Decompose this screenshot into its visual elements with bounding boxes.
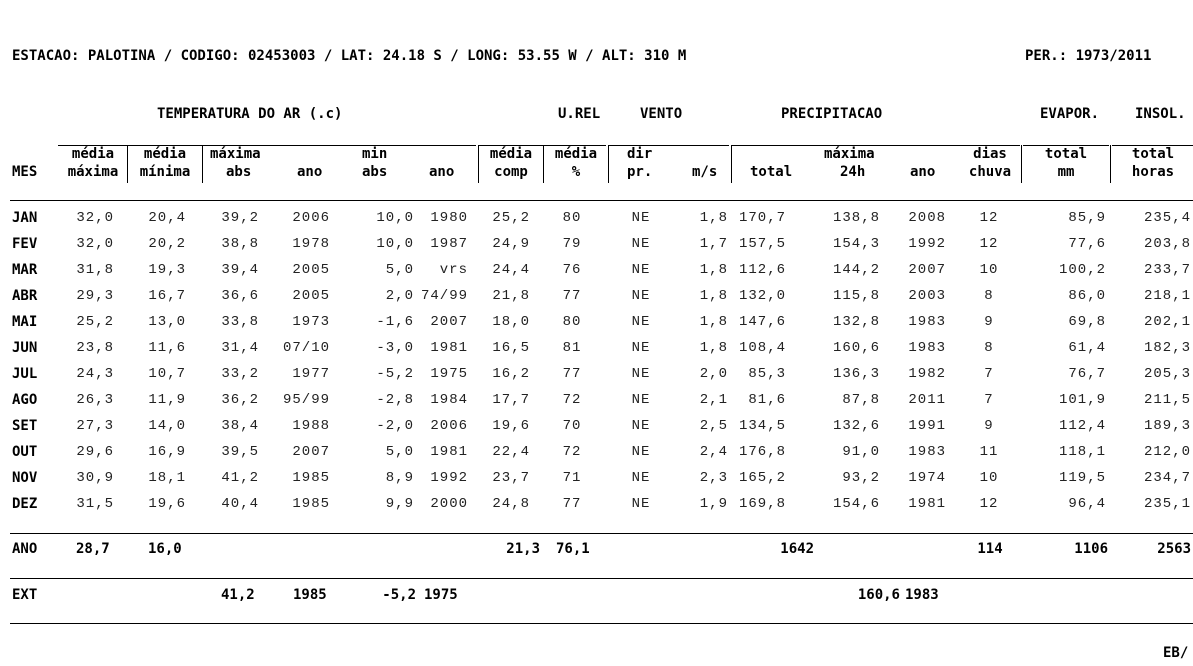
cell-media-max: 25,2 [76,314,114,330]
cell-evap: 118,1 [1058,444,1106,460]
cell-media-max: 32,0 [76,210,114,226]
col-ms: m/s [692,164,718,180]
cell-media-comp: 21,8 [492,288,530,304]
cell-max-ano: 1985 [292,496,330,512]
cell-media-comp: 24,9 [492,236,530,252]
cell-prec-ano: 1982 [908,366,946,382]
cell-evap: 112,4 [1058,418,1106,434]
cell-dir: NE [631,236,651,252]
cell-mes: JUL [12,366,38,382]
cell-prec-max24: 115,8 [832,288,880,304]
cell-max-abs: 36,6 [221,288,259,304]
cell-max-ano: 07/10 [282,340,330,356]
cell-media-comp: 24,8 [492,496,530,512]
cell-evap: 101,9 [1058,392,1106,408]
cell-max-ano: 2005 [292,288,330,304]
cell-media-max: 32,0 [76,236,114,252]
cell-vento-ms: 1,8 [699,210,728,226]
cell-max-ano: 1973 [292,314,330,330]
cell-media-max: 24,3 [76,366,114,382]
cell-prec-max24: 160,6 [832,340,880,356]
cell-media-max: 23,8 [76,340,114,356]
cell-max-abs: 39,2 [221,210,259,226]
cell-min-ano: 1984 [430,392,468,408]
cell-urel: 70 [562,418,582,434]
col-max-ano: ano [297,164,323,180]
cell-dias-chuva: 9 [984,314,994,330]
cell-dias-chuva: 11 [979,444,999,460]
cell-prec-max24: 91,0 [842,444,880,460]
cell-insol: 212,0 [1143,444,1191,460]
cell-urel: 72 [562,444,582,460]
cell-media-min: 11,9 [148,392,186,408]
cell-dir: NE [631,418,651,434]
cell-insol: 202,1 [1143,314,1191,330]
cell-prec-ano: 1974 [908,470,946,486]
cell-max-abs: 41,2 [221,470,259,486]
cell-dir: NE [631,444,651,460]
cell-min-ano: 2000 [430,496,468,512]
cell-media-comp: 22,4 [492,444,530,460]
ext-min-ano: 1975 [424,587,458,603]
col-dias-2: chuva [968,164,1012,180]
cell-mes: NOV [12,470,38,486]
col-dias-1: dias [973,146,1007,162]
cell-dir: NE [631,262,651,278]
cell-urel: 77 [562,366,582,382]
ano-label: ANO [12,541,38,557]
col-dir-1: dir [627,146,653,162]
cell-max-abs: 40,4 [221,496,259,512]
cell-min-abs: 9,9 [385,496,414,512]
header-rule [10,200,1193,201]
cell-vento-ms: 2,4 [699,444,728,460]
cell-prec-total: 81,6 [748,392,786,408]
cell-min-ano: 1987 [430,236,468,252]
cell-vento-ms: 2,1 [699,392,728,408]
ext-max24: 160,6 [857,587,900,603]
ext-rule [10,578,1193,579]
col-media-max-2: máxima [67,164,119,180]
cell-prec-max24: 144,2 [832,262,880,278]
cell-media-max: 30,9 [76,470,114,486]
cell-max-abs: 33,2 [221,366,259,382]
cell-prec-total: 134,5 [738,418,786,434]
ext-label: EXT [12,587,38,603]
cell-max-ano: 2007 [292,444,330,460]
cell-min-ano: 1975 [430,366,468,382]
vsep [608,145,609,183]
cell-urel: 79 [562,236,582,252]
cell-max-abs: 39,5 [221,444,259,460]
vsep [543,145,544,183]
cell-prec-ano: 2003 [908,288,946,304]
cell-prec-ano: 2008 [908,210,946,226]
cell-min-abs: -5,2 [376,366,414,382]
cell-dias-chuva: 12 [979,210,999,226]
vsep [1021,145,1022,183]
cell-prec-total: 157,5 [738,236,786,252]
cell-insol: 182,3 [1143,340,1191,356]
cell-max-ano: 2006 [292,210,330,226]
cell-insol: 234,7 [1143,470,1191,486]
cell-vento-ms: 1,8 [699,314,728,330]
cell-mes: SET [12,418,38,434]
col-max-abs-2: abs [226,164,252,180]
cell-media-comp: 16,2 [492,366,530,382]
cell-max-abs: 36,2 [221,392,259,408]
cell-prec-max24: 93,2 [842,470,880,486]
cell-vento-ms: 1,8 [699,262,728,278]
cell-urel: 77 [562,496,582,512]
cell-urel: 80 [562,314,582,330]
col-max-abs-1: máxima [210,146,261,162]
cell-max-ano: 95/99 [282,392,330,408]
cell-media-min: 11,6 [148,340,186,356]
ext-max-ano: 1985 [293,587,327,603]
cell-vento-ms: 1,8 [699,340,728,356]
cell-mes: JUN [12,340,38,356]
cell-vento-ms: 2,0 [699,366,728,382]
cell-prec-ano: 2007 [908,262,946,278]
cell-min-ano: vrs [439,262,468,278]
group-precipitacao: PRECIPITACAO [781,106,883,122]
col-media-comp-2: comp [494,164,528,180]
cell-vento-ms: 1,8 [699,288,728,304]
cell-dias-chuva: 9 [984,418,994,434]
col-insol-2: horas [1131,164,1175,180]
cell-dias-chuva: 10 [979,262,999,278]
cell-media-min: 19,6 [148,496,186,512]
cell-max-ano: 2005 [292,262,330,278]
cell-urel: 71 [562,470,582,486]
cell-media-max: 31,5 [76,496,114,512]
cell-min-abs: 2,0 [385,288,414,304]
cell-min-abs: 5,0 [385,262,414,278]
col-min-ano: ano [429,164,455,180]
cell-mes: DEZ [12,496,38,512]
cell-min-abs: -3,0 [376,340,414,356]
cell-max-ano: 1978 [292,236,330,252]
cell-insol: 189,3 [1143,418,1191,434]
cell-dir: NE [631,392,651,408]
cell-media-min: 16,7 [148,288,186,304]
cell-media-max: 29,3 [76,288,114,304]
cell-dias-chuva: 7 [984,366,994,382]
cell-prec-total: 169,8 [738,496,786,512]
cell-min-ano: 2006 [430,418,468,434]
ext-max-abs: 41,2 [221,587,255,603]
group-insol: INSOL. [1135,106,1186,122]
cell-media-min: 14,0 [148,418,186,434]
cell-min-ano: 1981 [430,340,468,356]
cell-dir: NE [631,366,651,382]
cell-dir: NE [631,288,651,304]
cell-media-max: 29,6 [76,444,114,460]
cell-dir: NE [631,340,651,356]
cell-insol: 235,4 [1143,210,1191,226]
ext-prec-ano: 1983 [905,587,939,603]
cell-max-ano: 1985 [292,470,330,486]
col-evap-1: total [1044,146,1088,162]
cell-media-max: 27,3 [76,418,114,434]
col-dir-2: pr. [627,164,653,180]
cell-evap: 85,9 [1068,210,1106,226]
cell-prec-max24: 132,8 [832,314,880,330]
col-media-comp-1: média [489,146,533,162]
cell-max-abs: 38,4 [221,418,259,434]
cell-min-abs: -2,8 [376,392,414,408]
cell-media-comp: 16,5 [492,340,530,356]
cell-prec-max24: 154,6 [832,496,880,512]
col-urel-1: média [554,146,598,162]
cell-prec-ano: 1983 [908,340,946,356]
period: PER.: 1973/2011 [1025,48,1152,64]
cell-vento-ms: 2,3 [699,470,728,486]
cell-prec-total: 170,7 [738,210,786,226]
cell-mes: ABR [12,288,38,304]
cell-prec-total: 132,0 [738,288,786,304]
cell-prec-ano: 1983 [908,314,946,330]
cell-min-abs: -1,6 [376,314,414,330]
footer-code: EB/ [1163,645,1189,661]
cell-mes: AGO [12,392,38,408]
cell-mes: MAI [12,314,38,330]
cell-mes: JAN [12,210,38,226]
cell-min-ano: 1980 [430,210,468,226]
cell-evap: 100,2 [1058,262,1106,278]
cell-insol: 211,5 [1143,392,1191,408]
cell-mes: MAR [12,262,38,278]
cell-min-ano: 2007 [430,314,468,330]
cell-urel: 77 [562,288,582,304]
ano-evap: 1106 [1074,541,1108,557]
col-mes: MES [12,164,38,180]
cell-prec-total: 108,4 [738,340,786,356]
cell-evap: 76,7 [1068,366,1106,382]
cell-max-abs: 39,4 [221,262,259,278]
cell-vento-ms: 1,9 [699,496,728,512]
cell-evap: 61,4 [1068,340,1106,356]
cell-max-ano: 1977 [292,366,330,382]
cell-min-ano: 74/99 [420,288,468,304]
cell-evap: 86,0 [1068,288,1106,304]
cell-prec-total: 176,8 [738,444,786,460]
col-max24-2: 24h [840,164,866,180]
cell-prec-max24: 87,8 [842,392,880,408]
cell-max-abs: 31,4 [221,340,259,356]
cell-mes: OUT [12,444,38,460]
ano-media-max: 28,7 [76,541,110,557]
group-urel: U.REL [558,106,601,122]
cell-dir: NE [631,470,651,486]
cell-prec-max24: 136,3 [832,366,880,382]
cell-min-ano: 1992 [430,470,468,486]
cell-urel: 76 [562,262,582,278]
col-prec-ano: ano [910,164,936,180]
cell-media-min: 20,2 [148,236,186,252]
cell-media-min: 13,0 [148,314,186,330]
cell-media-min: 10,7 [148,366,186,382]
cell-prec-ano: 1991 [908,418,946,434]
vsep [731,145,732,183]
cell-media-max: 26,3 [76,392,114,408]
cell-evap: 77,6 [1068,236,1106,252]
cell-max-abs: 33,8 [221,314,259,330]
vsep [202,145,203,183]
cell-prec-total: 112,6 [738,262,786,278]
ano-media-min: 16,0 [148,541,182,557]
cell-media-min: 19,3 [148,262,186,278]
cell-prec-max24: 132,6 [832,418,880,434]
cell-min-abs: 5,0 [385,444,414,460]
cell-media-comp: 24,4 [492,262,530,278]
group-vento: VENTO [640,106,683,122]
cell-media-min: 16,9 [148,444,186,460]
cell-mes: FEV [12,236,38,252]
vsep [127,145,128,183]
ano-prec-total: 1642 [780,541,814,557]
col-max24-1: máxima [824,146,875,162]
cell-insol: 233,7 [1143,262,1191,278]
cell-insol: 203,8 [1143,236,1191,252]
cell-evap: 119,5 [1058,470,1106,486]
cell-prec-total: 85,3 [748,366,786,382]
cell-media-min: 20,4 [148,210,186,226]
ano-rule [10,533,1193,534]
cell-vento-ms: 2,5 [699,418,728,434]
cell-evap: 69,8 [1068,314,1106,330]
cell-media-comp: 18,0 [492,314,530,330]
cell-urel: 72 [562,392,582,408]
ano-dias: 114 [977,541,1003,557]
col-media-min-2: mínima [139,164,191,180]
cell-media-comp: 19,6 [492,418,530,434]
cell-dias-chuva: 10 [979,470,999,486]
bottom-rule [10,623,1193,624]
cell-min-abs: 10,0 [376,210,414,226]
col-media-min-1: média [143,146,187,162]
col-media-max-1: média [71,146,115,162]
cell-media-max: 31,8 [76,262,114,278]
col-prec-total: total [750,164,793,180]
cell-dir: NE [631,314,651,330]
cell-media-comp: 17,7 [492,392,530,408]
cell-urel: 80 [562,210,582,226]
ano-urel: 76,1 [556,541,590,557]
col-min-abs-2: abs [362,164,388,180]
group-evapor: EVAPOR. [1040,106,1100,122]
group-temperatura: TEMPERATURA DO AR (.c) [157,106,343,122]
cell-max-ano: 1988 [292,418,330,434]
cell-insol: 218,1 [1143,288,1191,304]
cell-media-min: 18,1 [148,470,186,486]
cell-prec-ano: 1992 [908,236,946,252]
cell-dias-chuva: 12 [979,496,999,512]
cell-prec-ano: 1983 [908,444,946,460]
cell-insol: 235,1 [1143,496,1191,512]
cell-dir: NE [631,496,651,512]
cell-prec-total: 147,6 [738,314,786,330]
col-insol-1: total [1131,146,1175,162]
cell-dir: NE [631,210,651,226]
station-info: ESTACAO: PALOTINA / CODIGO: 02453003 / LAT: 24.18 S / LONG: 53.55 W / ALT: 310 M [12,48,687,64]
cell-min-abs: -2,0 [376,418,414,434]
cell-min-abs: 8,9 [385,470,414,486]
cell-dias-chuva: 8 [984,340,994,356]
vsep [478,145,479,183]
cell-prec-ano: 2011 [908,392,946,408]
cell-prec-ano: 1981 [908,496,946,512]
cell-dias-chuva: 12 [979,236,999,252]
cell-min-ano: 1981 [430,444,468,460]
vsep [1110,145,1111,183]
cell-vento-ms: 1,7 [699,236,728,252]
cell-media-comp: 25,2 [492,210,530,226]
ano-insol: 2563 [1157,541,1191,557]
cell-min-abs: 10,0 [376,236,414,252]
cell-prec-total: 165,2 [738,470,786,486]
cell-evap: 96,4 [1068,496,1106,512]
cell-urel: 81 [562,340,582,356]
cell-prec-max24: 154,3 [832,236,880,252]
cell-insol: 205,3 [1143,366,1191,382]
ext-min-abs: -5,2 [382,587,416,603]
col-evap-2: mm [1057,164,1075,180]
cell-prec-max24: 138,8 [832,210,880,226]
cell-dias-chuva: 7 [984,392,994,408]
cell-max-abs: 38,8 [221,236,259,252]
ano-media-comp: 21,3 [506,541,540,557]
cell-dias-chuva: 8 [984,288,994,304]
cell-media-comp: 23,7 [492,470,530,486]
col-min-abs-1: min [362,146,388,162]
col-urel-2: % [571,164,581,180]
